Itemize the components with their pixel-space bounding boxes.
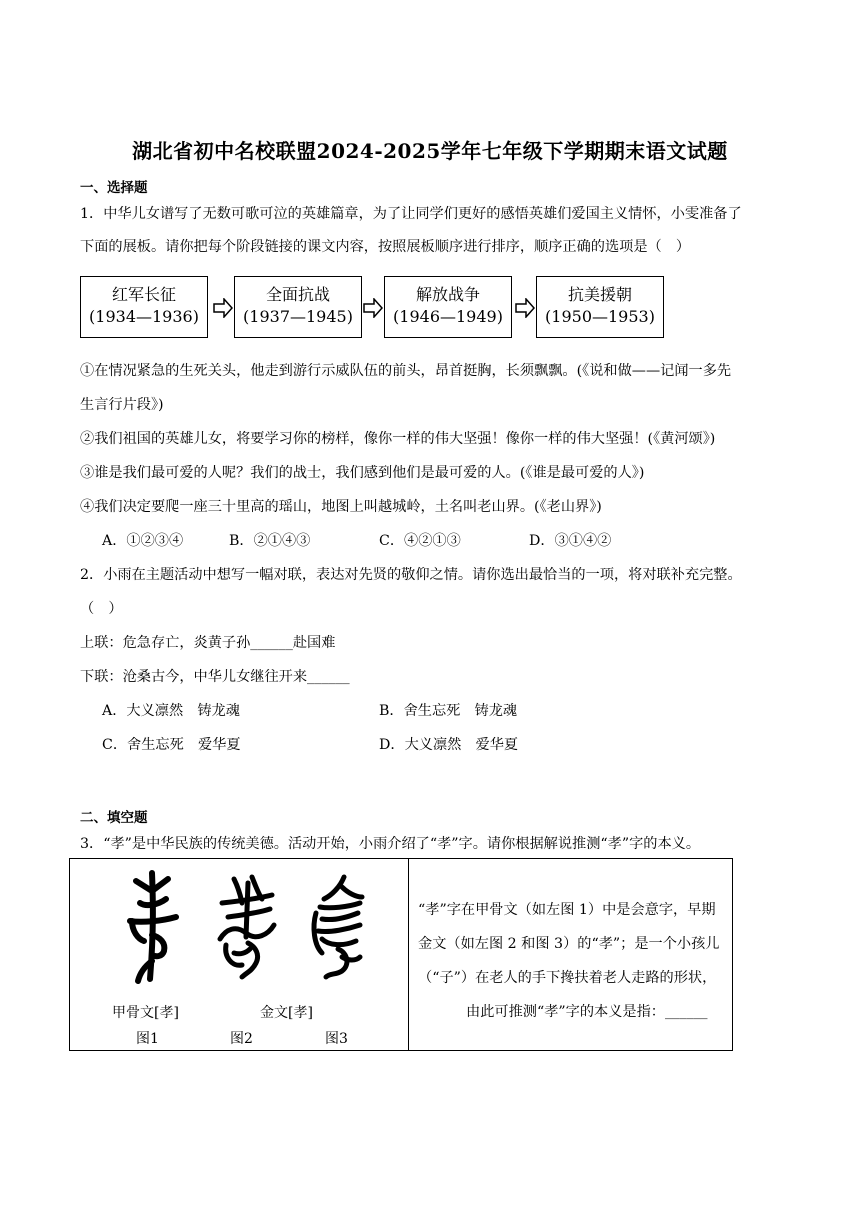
q3-answer-prompt[interactable]: 由此可推测“孝”字的本义是指：______ <box>466 1004 708 1020</box>
arrow-right-icon <box>363 298 383 318</box>
flow-box-3 <box>384 276 512 338</box>
flow-box-4-name: 抗美援朝 <box>567 285 632 304</box>
q2-upper-couplet: 上联：危急存亡，炎黄子孙______赴国难 <box>80 635 336 651</box>
q2-stem-line2: （ ） <box>80 601 123 617</box>
arrow-right-icon <box>213 298 233 318</box>
q2-option-b[interactable]: B．舍生忘死 铸龙魂 <box>379 703 518 719</box>
q1-option-c[interactable]: C．④②①③ <box>379 533 461 549</box>
q2-option-a[interactable]: A．大义凛然 铸龙魂 <box>102 703 240 719</box>
q2-lower-couplet: 下联：沧桑古今，中华儿女继往开来______ <box>80 669 350 685</box>
flow-box-1 <box>80 276 208 338</box>
q3-table <box>69 858 733 1051</box>
q2-option-d[interactable]: D．大义凛然 爱华夏 <box>379 737 519 753</box>
q1-stem-line2: 下面的展板。请你把每个阶段链接的课文内容，按照展板顺序进行排序，顺序正确的选项是（ ） <box>80 239 691 255</box>
q3-stem: 3．“孝”是中华民族的传统美德。活动开始，小雨介绍了“孝”字。请你根据解说推测“孝”字的本义。 <box>80 836 701 852</box>
flow-box-4-years: (1950—1953) <box>545 306 655 326</box>
caption-oracle-bone: 甲骨文[孝] <box>112 1005 179 1021</box>
table-divider <box>408 859 409 1050</box>
flow-box-1-name: 红军长征 <box>111 285 176 304</box>
q2-option-c[interactable]: C．舍生忘死 爱华夏 <box>102 737 241 753</box>
q1-stem-line1: 1．中华儿女谱写了无数可歌可泣的英雄篇章，为了让同学们更好的感悟英雄们爱国主义情怀，小雯准备了 <box>80 206 742 222</box>
page-title: 湖北省初中名校联盟2024-2025学年七年级下学期期末语文试题 <box>132 139 728 163</box>
flow-box-1-years: (1934—1936) <box>89 306 199 326</box>
q1-item-1-line1: ①在情况紧急的生死关头，他走到游行示威队伍的前头，昂首挺胸，长须飘飘。(《说和做——记闻一多先 <box>80 363 732 379</box>
q1-option-a[interactable]: A．①②③④ <box>102 533 184 549</box>
q1-option-d[interactable]: D．③①④② <box>529 533 612 549</box>
flow-box-3-name: 解放战争 <box>415 285 480 304</box>
section-heading-choice: 一、选择题 <box>80 180 148 196</box>
q1-item-3: ③谁是我们最可爱的人呢？我们的战士，我们感到他们是最可爱的人。(《谁是最可爱的人》) <box>80 465 645 481</box>
q3-explanation-line1: “孝”字在甲骨文（如左图 1）中是会意字，早期 <box>418 902 716 918</box>
q3-explanation-line2: 金文（如左图 2 和图 3）的“孝”；是一个小孩儿 <box>418 936 720 952</box>
flow-box-2-years: (1937—1945) <box>243 306 353 326</box>
arrow-right-icon <box>515 298 535 318</box>
oracle-bone-xiao-glyph <box>122 869 182 989</box>
figure-1-label: 图1 <box>136 1031 159 1047</box>
flow-box-2-name: 全面抗战 <box>265 285 330 304</box>
q1-item-2: ②我们祖国的英雄儿女，将要学习你的榜样，像你一样的伟大坚强！像你一样的伟大坚强！(《黄河颂》) <box>80 431 716 447</box>
q3-explanation-line3: （“子”）在老人的手下搀扶着老人走路的形状， <box>418 970 717 986</box>
figure-3-label: 图3 <box>325 1031 348 1047</box>
q2-stem-line1: 2．小雨在主题活动中想写一幅对联，表达对先贤的敬仰之情。请你选出最恰当的一项，将对联补充完整。 <box>80 567 742 583</box>
flow-box-4 <box>536 276 664 338</box>
figure-2-label: 图2 <box>230 1031 253 1047</box>
q1-item-1-line2: 生言行片段》) <box>80 397 164 413</box>
flow-box-2 <box>234 276 362 338</box>
caption-bronze: 金文[孝] <box>260 1005 313 1021</box>
q1-item-4: ④我们决定要爬一座三十里高的瑶山，地图上叫越城岭，土名叫老山界。(《老山界》) <box>80 499 602 515</box>
section-heading-fill: 二、填空题 <box>80 810 148 826</box>
q1-option-b[interactable]: B．②①④③ <box>229 533 311 549</box>
flow-box-3-years: (1946—1949) <box>393 306 503 326</box>
bronze-xiao-glyph-2 <box>308 873 368 983</box>
bronze-xiao-glyph-1 <box>212 873 282 983</box>
